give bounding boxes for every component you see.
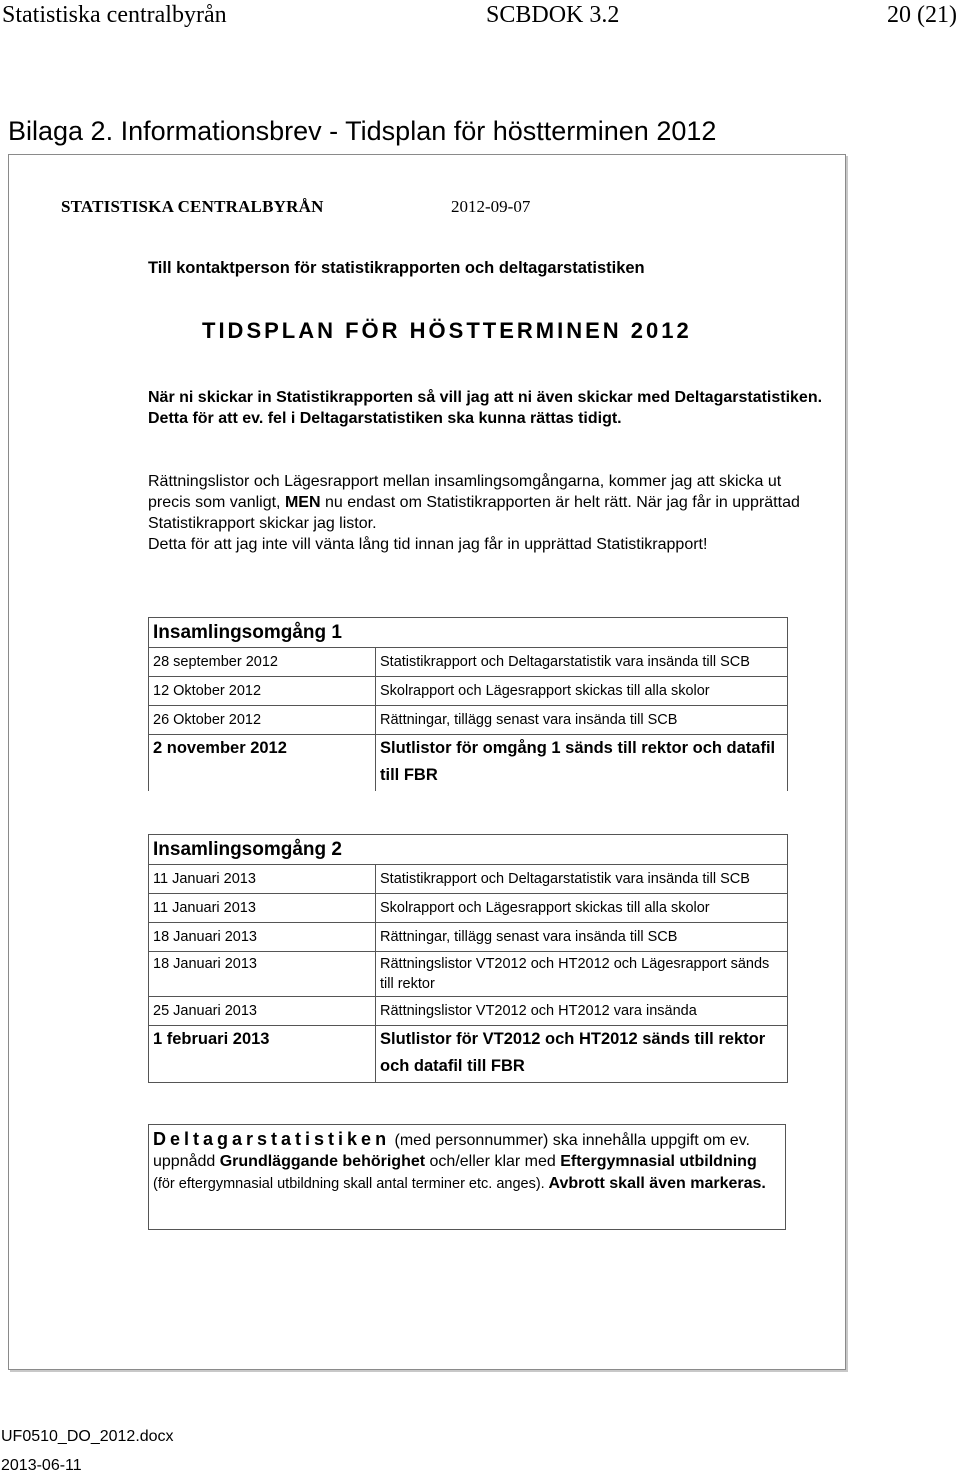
header-document-id: SCBDOK 3.2 bbox=[486, 2, 620, 28]
round-2-table bbox=[148, 834, 788, 1083]
row-text: Slutlistor för VT2012 och HT2012 sänds till rektor och datafil till FBR bbox=[376, 1026, 788, 1083]
table-row bbox=[149, 952, 788, 997]
letter-recipient: Till kontaktperson för statistikrapporten och deltagarstatistiken bbox=[148, 259, 645, 277]
round-2-title: Insamlingsomgång 2 bbox=[149, 835, 788, 865]
row-text: Skolrapport och Lägesrapport skickas till alla skolor bbox=[376, 677, 788, 706]
row-text: Skolrapport och Lägesrapport skickas till alla skolor bbox=[376, 894, 788, 923]
row-date: 1 februari 2013 bbox=[149, 1026, 376, 1083]
table-row bbox=[149, 923, 788, 952]
info-paragraph-emphasis: MEN bbox=[284, 494, 321, 511]
note-basic-eligibility: Grundläggande behörighet bbox=[219, 1153, 426, 1170]
note-part3: ska innehålla uppgift om ev. uppnådd bbox=[153, 1132, 750, 1170]
note-part2: (med personnummer) bbox=[390, 1132, 549, 1149]
schedule-title: TIDSPLAN FÖR HÖSTTERMINEN 2012 bbox=[202, 318, 692, 343]
footer-date: 2013-06-11 bbox=[1, 1457, 82, 1474]
letter-organization: STATISTISKA CENTRALBYRÅN bbox=[61, 197, 324, 216]
row-text: Slutlistor för omgång 1 sänds till rektor och datafil till FBR bbox=[376, 735, 788, 792]
row-text: Rättningslistor VT2012 och HT2012 och Lägesrapport sänds till rektor bbox=[376, 952, 788, 997]
row-date: 26 Oktober 2012 bbox=[149, 706, 376, 735]
participant-statistics-note bbox=[148, 1124, 786, 1230]
round-1-title: Insamlingsomgång 1 bbox=[149, 618, 788, 648]
note-heading: Deltagarstatistiken bbox=[153, 1129, 391, 1149]
table-row bbox=[149, 997, 788, 1026]
table-row bbox=[149, 894, 788, 923]
row-date: 25 Januari 2013 bbox=[149, 997, 376, 1026]
info-paragraph-part2: nu endast om Statistikrapporten är helt rätt. När jag får in upprättad Statistikrapport skickar jag listor. bbox=[148, 494, 800, 532]
table-row bbox=[149, 865, 788, 894]
header-organization: Statistiska centralbyrån bbox=[2, 2, 227, 28]
note-part7: (för eftergymnasial utbildning skall antal terminer etc. anges). bbox=[153, 1176, 545, 1192]
note-higher-education: Eftergymnasial utbildning bbox=[560, 1153, 757, 1170]
table-row bbox=[149, 677, 788, 706]
row-date: 12 Oktober 2012 bbox=[149, 677, 376, 706]
row-date: 18 Januari 2013 bbox=[149, 952, 376, 997]
info-paragraph-part1: Rättningslistor och Lägesrapport mellan insamlingsomgångarna, kommer jag att skicka ut precis som vanligt, bbox=[148, 473, 782, 511]
row-date: 18 Januari 2013 bbox=[149, 923, 376, 952]
row-text: Statistikrapport och Deltagarstatistik vara insända till SCB bbox=[376, 648, 788, 677]
row-text: Rättningslistor VT2012 och HT2012 vara insända bbox=[376, 997, 788, 1026]
table-row bbox=[149, 735, 788, 792]
row-text: Rättningar, tillägg senast vara insända till SCB bbox=[376, 923, 788, 952]
embedded-letter-image bbox=[8, 154, 846, 1370]
row-date: 28 september 2012 bbox=[149, 648, 376, 677]
table-row bbox=[149, 706, 788, 735]
appendix-title: Bilaga 2. Informationsbrev - Tidsplan för höstterminen 2012 bbox=[8, 116, 717, 146]
letter-date: 2012-09-07 bbox=[451, 197, 531, 216]
row-text: Statistikrapport och Deltagarstatistik vara insända till SCB bbox=[376, 865, 788, 894]
row-date: 11 Januari 2013 bbox=[149, 865, 376, 894]
info-paragraph bbox=[148, 471, 828, 555]
round-1-table bbox=[148, 617, 788, 791]
footer-filename: UF0510_DO_2012.docx bbox=[1, 1428, 174, 1445]
note-dropout: Avbrott skall även markeras. bbox=[544, 1175, 766, 1192]
table-row bbox=[149, 648, 788, 677]
header-page-number: 20 (21) bbox=[887, 2, 957, 28]
row-text: Rättningar, tillägg senast vara insända till SCB bbox=[376, 706, 788, 735]
intro-paragraph: När ni skickar in Statistikrapporten så vill jag att ni även skickar med Deltagarstatistiken. Detta för att ev. fel i Deltagarstatistiken ska kunna rättas tidigt. bbox=[148, 389, 823, 427]
table-row bbox=[149, 1026, 788, 1083]
info-paragraph-part3: Detta för att jag inte vill vänta lång tid innan jag får in upprättad Statistikrapport! bbox=[148, 536, 708, 553]
row-date: 11 Januari 2013 bbox=[149, 894, 376, 923]
row-date: 2 november 2012 bbox=[149, 735, 376, 792]
note-part5: och/eller klar med bbox=[425, 1153, 561, 1170]
